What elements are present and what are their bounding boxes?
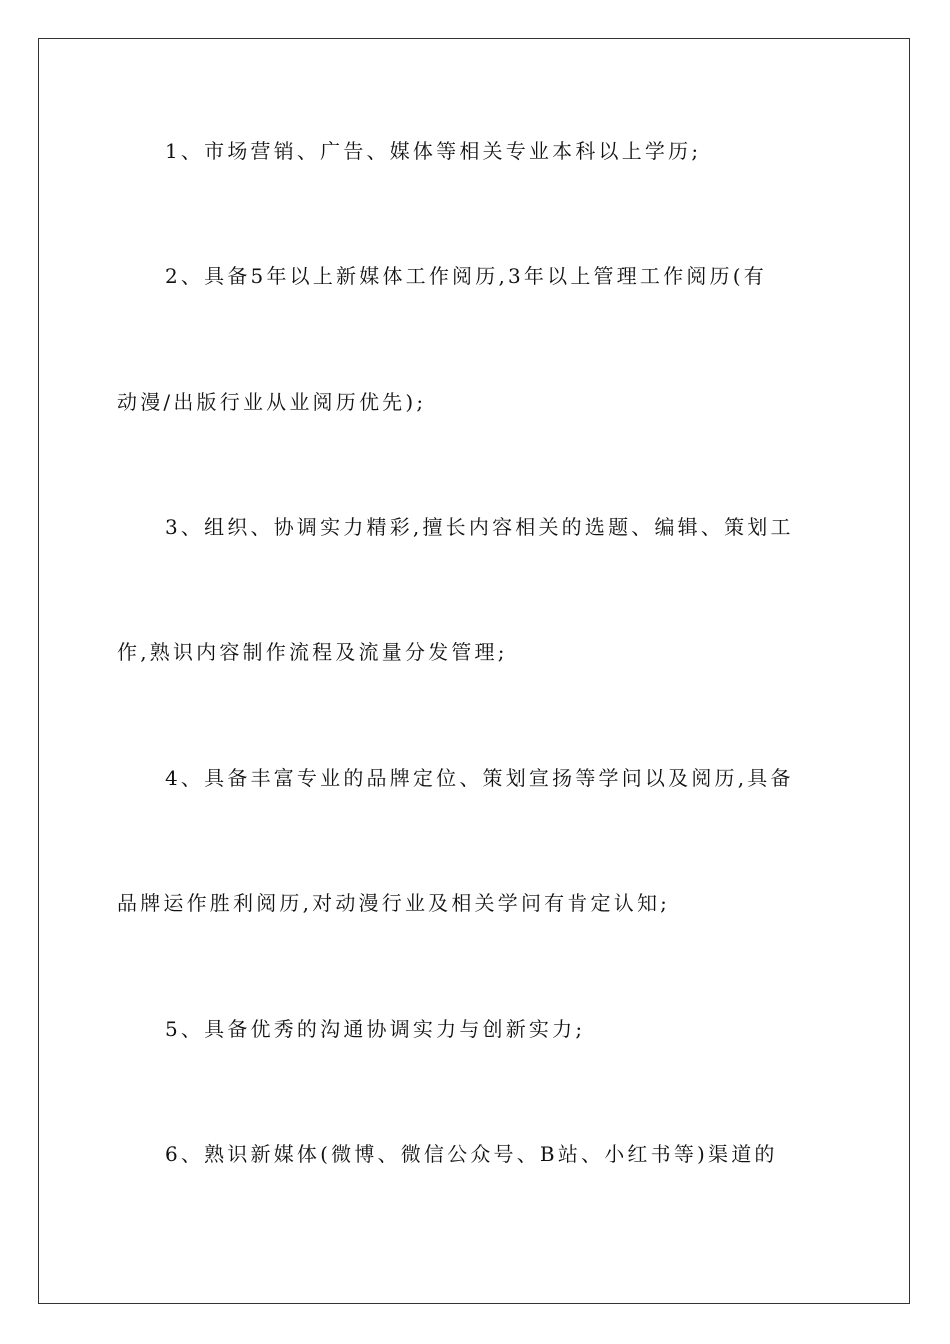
requirement-2-line-2: 动漫/出版行业从业阅历优先); bbox=[117, 390, 427, 414]
requirement-2-line-1: 2、具备5年以上新媒体工作阅历,3年以上管理工作阅历(有 bbox=[165, 264, 767, 288]
requirement-5-line: 5、具备优秀的沟通协调实力与创新实力; bbox=[165, 1017, 586, 1041]
requirement-4-line-1: 4、具备丰富专业的品牌定位、策划宣扬等学问以及阅历,具备 bbox=[165, 766, 794, 790]
requirement-6-line-1: 6、熟识新媒体(微博、微信公众号、B站、小红书等)渠道的 bbox=[165, 1142, 778, 1166]
requirement-3-line-2: 作,熟识内容制作流程及流量分发管理; bbox=[117, 640, 508, 664]
requirement-3-line-1: 3、组织、协调实力精彩,擅长内容相关的选题、编辑、策划工 bbox=[165, 515, 794, 539]
requirement-4-line-2: 品牌运作胜利阅历,对动漫行业及相关学问有肯定认知; bbox=[117, 891, 671, 915]
requirement-1-line: 1、市场营销、广告、媒体等相关专业本科以上学历; bbox=[165, 139, 702, 163]
page-border bbox=[38, 38, 910, 1304]
